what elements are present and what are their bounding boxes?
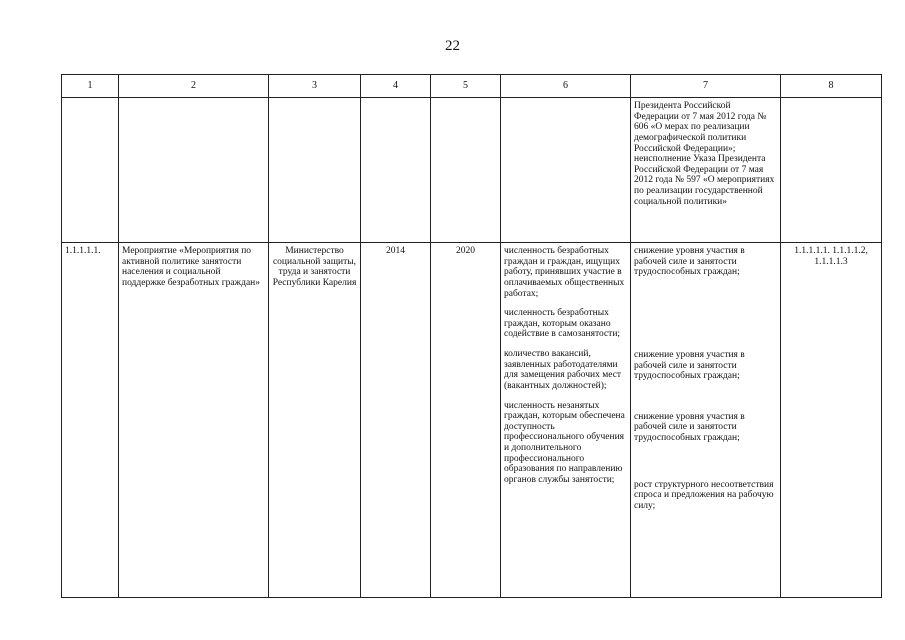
consequence-item: снижение уровня участия в рабочей силе и занятости трудоспособных граждан; <box>634 411 745 443</box>
consequences-cell <box>631 243 781 598</box>
header-cell: 2 <box>119 75 269 98</box>
program-table <box>61 74 882 598</box>
indicator-item: численность безработных граждан и граждан, ищущих работу, принявших участие в оплачиваемых общественных работах; <box>504 246 625 299</box>
consequence-item: снижение уровня участия в рабочей силе и занятости трудоспособных граждан; <box>634 246 745 278</box>
header-cell: 3 <box>269 75 361 98</box>
indicator-item: численность безработных граждан, которым оказано содействие в самозанятости; <box>504 308 621 340</box>
table-cell <box>501 98 631 243</box>
indicator-item: количество вакансий, заявленных работодателями для замещения рабочих мест (вакантных должностей); <box>504 349 622 391</box>
related-items: 1.1.1.1.1. 1.1.1.1.2, 1.1.1.1.3 <box>781 243 882 598</box>
table-cell <box>781 98 882 243</box>
header-cell: 1 <box>62 75 119 98</box>
consequence-item: снижение уровня участия в рабочей силе и занятости трудоспособных граждан; <box>634 349 745 382</box>
header-cell: 8 <box>781 75 882 98</box>
row-number: 1.1.1.1.1. <box>62 243 119 598</box>
header-cell: 7 <box>631 75 781 98</box>
indicators-cell <box>501 243 631 598</box>
table-row <box>62 243 882 598</box>
table-cell <box>62 98 119 243</box>
consequence-continuation-cell: Президента Российской Федерации от 7 мая 2012 года № 606 «О мерах по реализации демографической политики Российской Федерации»; неисполнение Указа Президента Российской Федерации от 7 мая 2012 года № 597 «О мероприятиях по реализации государственной социальной политики» <box>631 98 781 243</box>
header-row <box>62 75 882 98</box>
end-year: 2020 <box>431 243 501 598</box>
header-cell: 6 <box>501 75 631 98</box>
table-cell <box>431 98 501 243</box>
table-cell <box>361 98 431 243</box>
table-cell <box>269 98 361 243</box>
header-cell: 4 <box>361 75 431 98</box>
consequence-item: рост структурного несоответствия спроса и предложения на рабочую силу; <box>634 479 774 511</box>
executor: Министерство социальной защиты, труда и занятости Республики Карелия <box>269 243 361 598</box>
table-cell <box>119 98 269 243</box>
indicator-item: численность незанятых граждан, которым обеспечена доступность профессионального обучения и дополнительного профессионального образования по направлению органов службы занятости; <box>504 400 625 485</box>
page-number: 22 <box>445 38 460 54</box>
header-cell: 5 <box>431 75 501 98</box>
measure-name: Мероприятие «Мероприятия по активной политике занятости населения и социальной поддержке безработных граждан» <box>119 243 269 598</box>
continuation-row <box>62 98 882 243</box>
start-year: 2014 <box>361 243 431 598</box>
